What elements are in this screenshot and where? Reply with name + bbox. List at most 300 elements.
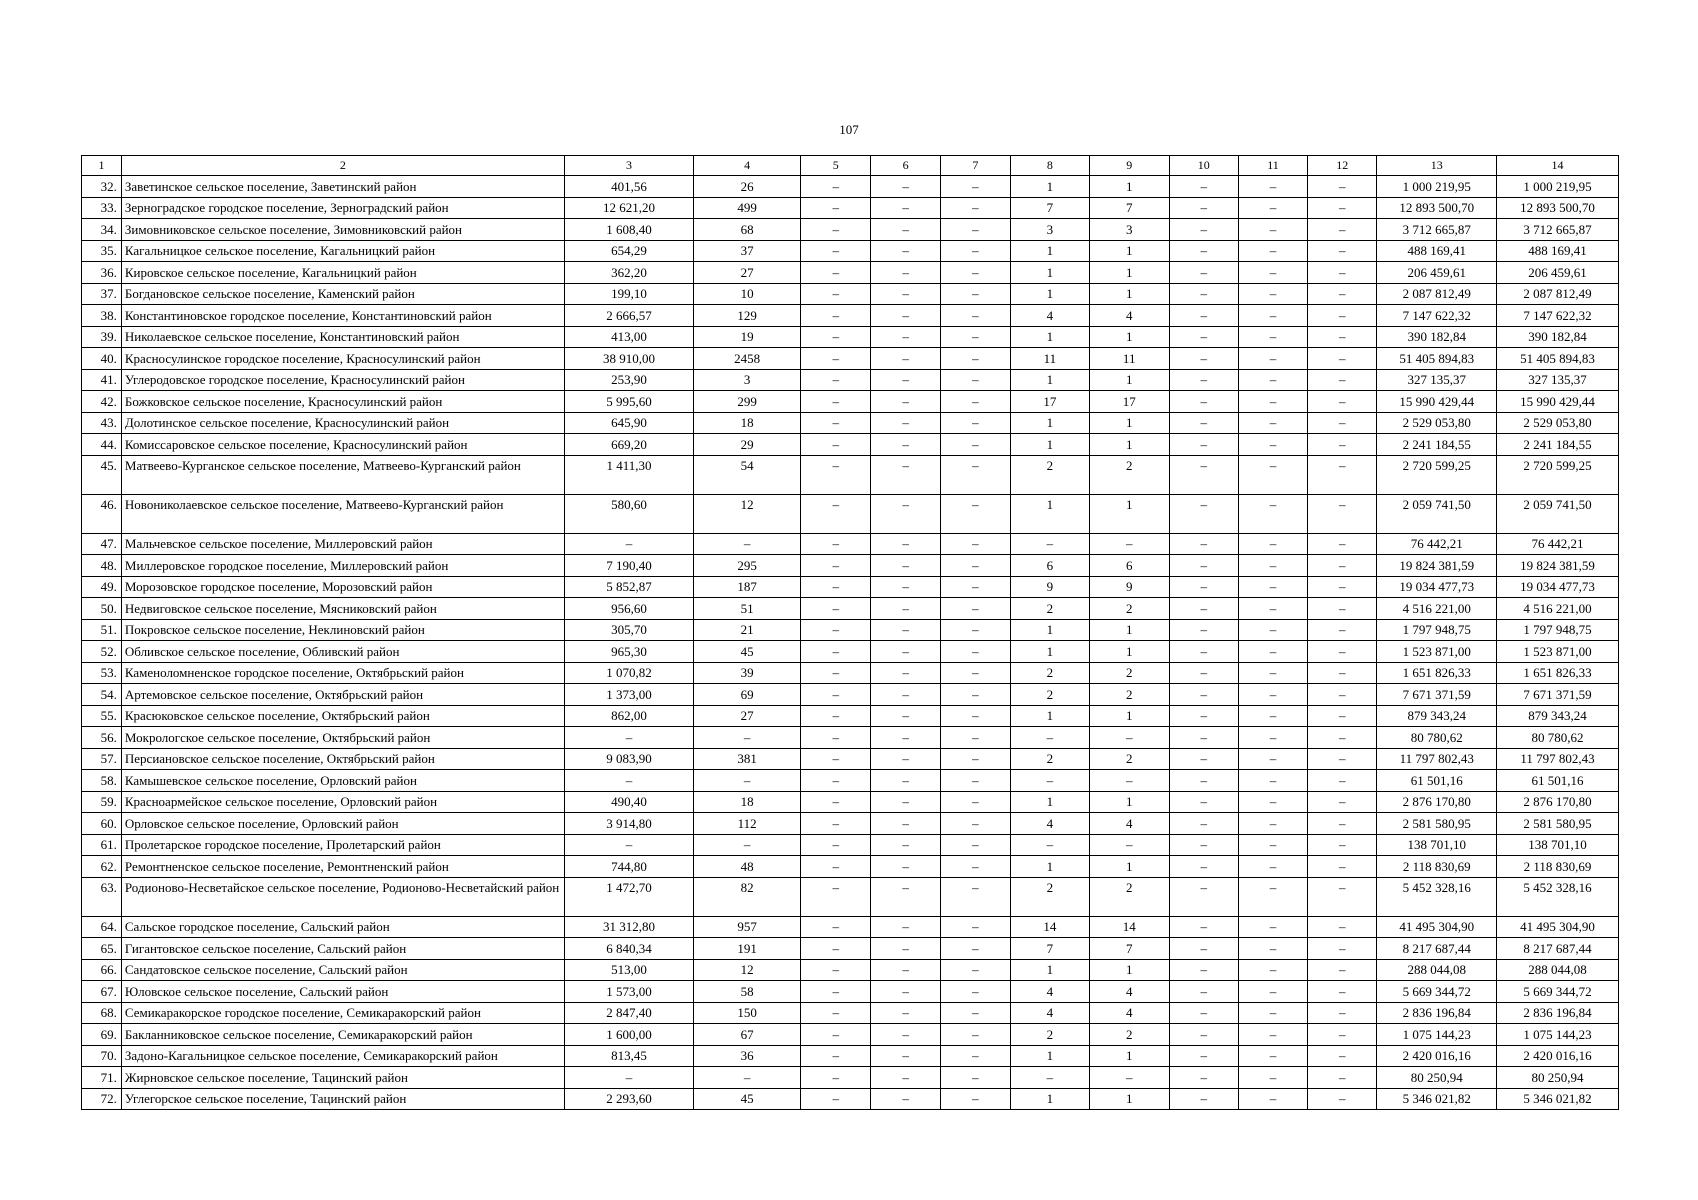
- cell-col-9: 1: [1089, 641, 1169, 663]
- cell-col-3: 3 914,80: [564, 813, 693, 835]
- cell-col-6: –: [871, 262, 940, 284]
- cell-col-4: 21: [694, 619, 801, 641]
- cell-col-12: –: [1308, 576, 1377, 598]
- cell-col-7: –: [940, 240, 1010, 262]
- cell-col-12: –: [1308, 176, 1377, 198]
- cell-col-9: 1: [1089, 240, 1169, 262]
- cell-col-3: 5 995,60: [564, 391, 693, 413]
- cell-col-13: 488 169,41: [1377, 240, 1497, 262]
- cell-col-9: 1: [1089, 705, 1169, 727]
- cell-col-6: –: [871, 856, 940, 878]
- cell-col-13: 3 712 665,87: [1377, 219, 1497, 241]
- cell-col-9: –: [1089, 770, 1169, 792]
- row-number: 49.: [82, 576, 122, 598]
- cell-col-8: 2: [1011, 662, 1090, 684]
- cell-col-11: –: [1238, 197, 1307, 219]
- cell-col-13: 41 495 304,90: [1377, 916, 1497, 938]
- settlement-name: Пролетарское городское поселение, Пролетарский район: [121, 834, 564, 856]
- cell-col-4: 19: [694, 326, 801, 348]
- settlement-name: Божковское сельское поселение, Красносулинский район: [121, 391, 564, 413]
- column-header-9: 9: [1089, 156, 1169, 176]
- cell-col-6: –: [871, 938, 940, 960]
- cell-col-4: –: [694, 1067, 801, 1089]
- cell-col-4: 12: [694, 494, 801, 533]
- cell-col-12: –: [1308, 856, 1377, 878]
- settlement-name: Комиссаровское сельское поселение, Красносулинский район: [121, 434, 564, 456]
- column-header-6: 6: [871, 156, 940, 176]
- settlement-name: Покровское сельское поселение, Неклиновский район: [121, 619, 564, 641]
- cell-col-13: 879 343,24: [1377, 705, 1497, 727]
- cell-col-11: –: [1238, 619, 1307, 641]
- cell-col-10: –: [1169, 219, 1238, 241]
- table-row: [82, 494, 1619, 533]
- cell-col-4: 299: [694, 391, 801, 413]
- cell-col-14: 1 797 948,75: [1497, 619, 1619, 641]
- cell-col-11: –: [1238, 348, 1307, 370]
- cell-col-3: 813,45: [564, 1045, 693, 1067]
- row-number: 39.: [82, 326, 122, 348]
- cell-col-11: –: [1238, 684, 1307, 706]
- cell-col-5: –: [801, 533, 871, 555]
- table-row: [82, 705, 1619, 727]
- cell-col-12: –: [1308, 240, 1377, 262]
- cell-col-12: –: [1308, 705, 1377, 727]
- cell-col-10: –: [1169, 455, 1238, 494]
- cell-col-13: 2 059 741,50: [1377, 494, 1497, 533]
- cell-col-11: –: [1238, 834, 1307, 856]
- cell-col-14: 2 581 580,95: [1497, 813, 1619, 835]
- cell-col-13: 8 217 687,44: [1377, 938, 1497, 960]
- row-number: 70.: [82, 1045, 122, 1067]
- cell-col-9: 1: [1089, 494, 1169, 533]
- cell-col-5: –: [801, 1002, 871, 1024]
- cell-col-8: 1: [1011, 283, 1090, 305]
- cell-col-4: 69: [694, 684, 801, 706]
- cell-col-10: –: [1169, 576, 1238, 598]
- settlement-name: Сандатовское сельское поселение, Сальский район: [121, 959, 564, 981]
- cell-col-3: 413,00: [564, 326, 693, 348]
- cell-col-3: 1 472,70: [564, 877, 693, 916]
- settlement-name: Константиновское городское поселение, Константиновский район: [121, 305, 564, 327]
- cell-col-6: –: [871, 813, 940, 835]
- cell-col-7: –: [940, 684, 1010, 706]
- cell-col-7: –: [940, 705, 1010, 727]
- settlement-name: Кировское сельское поселение, Кагальницкий район: [121, 262, 564, 284]
- row-number: 42.: [82, 391, 122, 413]
- cell-col-3: 1 373,00: [564, 684, 693, 706]
- settlement-name: Новониколаевское сельское поселение, Матвеево-Курганский район: [121, 494, 564, 533]
- table-row: [82, 305, 1619, 327]
- cell-col-8: 1: [1011, 1045, 1090, 1067]
- cell-col-3: 31 312,80: [564, 916, 693, 938]
- cell-col-7: –: [940, 494, 1010, 533]
- cell-col-7: –: [940, 533, 1010, 555]
- settlement-name: Жирновское сельское поселение, Тацинский район: [121, 1067, 564, 1089]
- cell-col-10: –: [1169, 176, 1238, 198]
- cell-col-8: 7: [1011, 938, 1090, 960]
- cell-col-12: –: [1308, 916, 1377, 938]
- table-row: [82, 197, 1619, 219]
- cell-col-3: –: [564, 727, 693, 749]
- cell-col-11: –: [1238, 494, 1307, 533]
- cell-col-10: –: [1169, 641, 1238, 663]
- cell-col-11: –: [1238, 662, 1307, 684]
- cell-col-10: –: [1169, 494, 1238, 533]
- row-number: 56.: [82, 727, 122, 749]
- cell-col-14: 3 712 665,87: [1497, 219, 1619, 241]
- cell-col-8: 1: [1011, 369, 1090, 391]
- cell-col-11: –: [1238, 916, 1307, 938]
- cell-col-6: –: [871, 662, 940, 684]
- cell-col-8: 1: [1011, 791, 1090, 813]
- row-number: 54.: [82, 684, 122, 706]
- cell-col-3: 7 190,40: [564, 555, 693, 577]
- cell-col-5: –: [801, 412, 871, 434]
- cell-col-11: –: [1238, 369, 1307, 391]
- cell-col-10: –: [1169, 684, 1238, 706]
- settlement-name: Мокрологское сельское поселение, Октябрьский район: [121, 727, 564, 749]
- row-number: 38.: [82, 305, 122, 327]
- cell-col-10: –: [1169, 981, 1238, 1003]
- cell-col-4: 54: [694, 455, 801, 494]
- cell-col-4: 26: [694, 176, 801, 198]
- cell-col-4: –: [694, 770, 801, 792]
- settlement-name: Гигантовское сельское поселение, Сальский район: [121, 938, 564, 960]
- cell-col-4: 381: [694, 748, 801, 770]
- cell-col-14: 206 459,61: [1497, 262, 1619, 284]
- cell-col-4: 48: [694, 856, 801, 878]
- table-row: [82, 791, 1619, 813]
- cell-col-10: –: [1169, 305, 1238, 327]
- row-number: 48.: [82, 555, 122, 577]
- cell-col-7: –: [940, 1045, 1010, 1067]
- cell-col-6: –: [871, 176, 940, 198]
- cell-col-13: 61 501,16: [1377, 770, 1497, 792]
- table-row: [82, 727, 1619, 749]
- cell-col-6: –: [871, 619, 940, 641]
- cell-col-14: 15 990 429,44: [1497, 391, 1619, 413]
- cell-col-4: 82: [694, 877, 801, 916]
- cell-col-7: –: [940, 348, 1010, 370]
- cell-col-11: –: [1238, 305, 1307, 327]
- cell-col-12: –: [1308, 1067, 1377, 1089]
- cell-col-5: –: [801, 576, 871, 598]
- cell-col-14: 19 034 477,73: [1497, 576, 1619, 598]
- settlement-name: Задоно-Кагальницкое сельское поселение, Семикаракорский район: [121, 1045, 564, 1067]
- table-row: [82, 1002, 1619, 1024]
- cell-col-7: –: [940, 305, 1010, 327]
- cell-col-10: –: [1169, 1067, 1238, 1089]
- cell-col-14: 2 529 053,80: [1497, 412, 1619, 434]
- cell-col-14: 2 059 741,50: [1497, 494, 1619, 533]
- cell-col-5: –: [801, 348, 871, 370]
- cell-col-5: –: [801, 283, 871, 305]
- table-row: [82, 369, 1619, 391]
- cell-col-6: –: [871, 434, 940, 456]
- cell-col-13: 51 405 894,83: [1377, 348, 1497, 370]
- cell-col-11: –: [1238, 1024, 1307, 1046]
- settlement-name: Зимовниковское сельское поселение, Зимовниковский район: [121, 219, 564, 241]
- cell-col-13: 5 452 328,16: [1377, 877, 1497, 916]
- cell-col-13: 5 346 021,82: [1377, 1088, 1497, 1110]
- cell-col-13: 80 780,62: [1377, 727, 1497, 749]
- cell-col-7: –: [940, 412, 1010, 434]
- cell-col-3: 965,30: [564, 641, 693, 663]
- table-row: [82, 1045, 1619, 1067]
- table-row: [82, 598, 1619, 620]
- row-number: 68.: [82, 1002, 122, 1024]
- cell-col-4: –: [694, 727, 801, 749]
- cell-col-14: 7 671 371,59: [1497, 684, 1619, 706]
- cell-col-10: –: [1169, 705, 1238, 727]
- table-row: [82, 959, 1619, 981]
- cell-col-6: –: [871, 494, 940, 533]
- cell-col-10: –: [1169, 662, 1238, 684]
- cell-col-10: –: [1169, 959, 1238, 981]
- cell-col-13: 12 893 500,70: [1377, 197, 1497, 219]
- row-number: 71.: [82, 1067, 122, 1089]
- cell-col-9: 1: [1089, 791, 1169, 813]
- row-number: 58.: [82, 770, 122, 792]
- cell-col-7: –: [940, 981, 1010, 1003]
- cell-col-9: 1: [1089, 434, 1169, 456]
- row-number: 53.: [82, 662, 122, 684]
- cell-col-14: 327 135,37: [1497, 369, 1619, 391]
- cell-col-9: 4: [1089, 1002, 1169, 1024]
- cell-col-9: 14: [1089, 916, 1169, 938]
- cell-col-9: 2: [1089, 598, 1169, 620]
- cell-col-14: 80 250,94: [1497, 1067, 1619, 1089]
- cell-col-11: –: [1238, 748, 1307, 770]
- cell-col-12: –: [1308, 219, 1377, 241]
- cell-col-14: 2 420 016,16: [1497, 1045, 1619, 1067]
- cell-col-10: –: [1169, 533, 1238, 555]
- table-row: [82, 262, 1619, 284]
- cell-col-4: 45: [694, 641, 801, 663]
- cell-col-10: –: [1169, 877, 1238, 916]
- settlement-name: Ремонтненское сельское поселение, Ремонтненский район: [121, 856, 564, 878]
- cell-col-11: –: [1238, 856, 1307, 878]
- cell-col-10: –: [1169, 916, 1238, 938]
- column-header-11: 11: [1238, 156, 1307, 176]
- cell-col-10: –: [1169, 938, 1238, 960]
- cell-col-9: 7: [1089, 938, 1169, 960]
- cell-col-8: 6: [1011, 555, 1090, 577]
- cell-col-5: –: [801, 197, 871, 219]
- cell-col-6: –: [871, 326, 940, 348]
- cell-col-10: –: [1169, 834, 1238, 856]
- cell-col-4: 18: [694, 412, 801, 434]
- row-number: 46.: [82, 494, 122, 533]
- cell-col-3: 669,20: [564, 434, 693, 456]
- table-row: [82, 748, 1619, 770]
- row-number: 33.: [82, 197, 122, 219]
- cell-col-11: –: [1238, 959, 1307, 981]
- row-number: 69.: [82, 1024, 122, 1046]
- cell-col-5: –: [801, 326, 871, 348]
- cell-col-8: 2: [1011, 748, 1090, 770]
- cell-col-5: –: [801, 219, 871, 241]
- cell-col-14: 2 118 830,69: [1497, 856, 1619, 878]
- cell-col-12: –: [1308, 748, 1377, 770]
- cell-col-7: –: [940, 959, 1010, 981]
- table-row: [82, 412, 1619, 434]
- settlement-name: Орловское сельское поселение, Орловский район: [121, 813, 564, 835]
- settlement-name: Красюковское сельское поселение, Октябрьский район: [121, 705, 564, 727]
- cell-col-7: –: [940, 791, 1010, 813]
- cell-col-9: 2: [1089, 748, 1169, 770]
- cell-col-8: 2: [1011, 877, 1090, 916]
- cell-col-13: 7 147 622,32: [1377, 305, 1497, 327]
- settlement-name: Углеродовское городское поселение, Красносулинский район: [121, 369, 564, 391]
- cell-col-6: –: [871, 305, 940, 327]
- row-number: 44.: [82, 434, 122, 456]
- table-row: [82, 662, 1619, 684]
- cell-col-9: 1: [1089, 1088, 1169, 1110]
- cell-col-14: 5 346 021,82: [1497, 1088, 1619, 1110]
- cell-col-12: –: [1308, 684, 1377, 706]
- cell-col-10: –: [1169, 598, 1238, 620]
- cell-col-10: –: [1169, 326, 1238, 348]
- cell-col-7: –: [940, 283, 1010, 305]
- cell-col-6: –: [871, 455, 940, 494]
- cell-col-3: 5 852,87: [564, 576, 693, 598]
- cell-col-6: –: [871, 959, 940, 981]
- cell-col-5: –: [801, 369, 871, 391]
- cell-col-9: 1: [1089, 856, 1169, 878]
- cell-col-14: 5 669 344,72: [1497, 981, 1619, 1003]
- cell-col-12: –: [1308, 791, 1377, 813]
- cell-col-9: 1: [1089, 412, 1169, 434]
- cell-col-14: 2 241 184,55: [1497, 434, 1619, 456]
- cell-col-4: 129: [694, 305, 801, 327]
- cell-col-8: 1: [1011, 494, 1090, 533]
- cell-col-13: 327 135,37: [1377, 369, 1497, 391]
- cell-col-11: –: [1238, 641, 1307, 663]
- cell-col-7: –: [940, 197, 1010, 219]
- table-row: [82, 916, 1619, 938]
- settlement-name: Морозовское городское поселение, Морозовский район: [121, 576, 564, 598]
- table-row: [82, 770, 1619, 792]
- cell-col-9: 17: [1089, 391, 1169, 413]
- cell-col-5: –: [801, 555, 871, 577]
- cell-col-7: –: [940, 727, 1010, 749]
- row-number: 55.: [82, 705, 122, 727]
- cell-col-9: 4: [1089, 813, 1169, 835]
- cell-col-11: –: [1238, 576, 1307, 598]
- cell-col-14: 2 087 812,49: [1497, 283, 1619, 305]
- cell-col-9: –: [1089, 727, 1169, 749]
- settlement-name: Углегорское сельское поселение, Тацинский район: [121, 1088, 564, 1110]
- cell-col-14: 1 075 144,23: [1497, 1024, 1619, 1046]
- cell-col-3: 956,60: [564, 598, 693, 620]
- cell-col-9: 2: [1089, 455, 1169, 494]
- cell-col-7: –: [940, 555, 1010, 577]
- cell-col-3: 199,10: [564, 283, 693, 305]
- cell-col-11: –: [1238, 770, 1307, 792]
- row-number: 45.: [82, 455, 122, 494]
- cell-col-7: –: [940, 662, 1010, 684]
- cell-col-6: –: [871, 219, 940, 241]
- cell-col-4: 2458: [694, 348, 801, 370]
- cell-col-9: 2: [1089, 684, 1169, 706]
- cell-col-12: –: [1308, 770, 1377, 792]
- cell-col-11: –: [1238, 434, 1307, 456]
- cell-col-8: –: [1011, 533, 1090, 555]
- cell-col-5: –: [801, 240, 871, 262]
- cell-col-12: –: [1308, 326, 1377, 348]
- cell-col-10: –: [1169, 1024, 1238, 1046]
- cell-col-9: 1: [1089, 262, 1169, 284]
- cell-col-5: –: [801, 834, 871, 856]
- settlement-name: Бакланниковское сельское поселение, Семикаракорский район: [121, 1024, 564, 1046]
- cell-col-11: –: [1238, 240, 1307, 262]
- table-row: [82, 938, 1619, 960]
- cell-col-8: 14: [1011, 916, 1090, 938]
- cell-col-12: –: [1308, 455, 1377, 494]
- cell-col-4: 67: [694, 1024, 801, 1046]
- table-row: [82, 219, 1619, 241]
- cell-col-14: 288 044,08: [1497, 959, 1619, 981]
- cell-col-8: 9: [1011, 576, 1090, 598]
- cell-col-8: 4: [1011, 981, 1090, 1003]
- column-header-1: 1: [82, 156, 122, 176]
- row-number: 43.: [82, 412, 122, 434]
- settlement-name: Кагальницкое сельское поселение, Кагальницкий район: [121, 240, 564, 262]
- cell-col-7: –: [940, 770, 1010, 792]
- cell-col-6: –: [871, 916, 940, 938]
- cell-col-10: –: [1169, 369, 1238, 391]
- cell-col-3: 862,00: [564, 705, 693, 727]
- cell-col-8: 1: [1011, 434, 1090, 456]
- cell-col-5: –: [801, 705, 871, 727]
- table-row: [82, 434, 1619, 456]
- cell-col-5: –: [801, 494, 871, 533]
- cell-col-7: –: [940, 391, 1010, 413]
- cell-col-7: –: [940, 1067, 1010, 1089]
- cell-col-11: –: [1238, 176, 1307, 198]
- cell-col-3: 9 083,90: [564, 748, 693, 770]
- cell-col-7: –: [940, 326, 1010, 348]
- cell-col-7: –: [940, 938, 1010, 960]
- cell-col-3: –: [564, 770, 693, 792]
- cell-col-11: –: [1238, 455, 1307, 494]
- cell-col-3: 654,29: [564, 240, 693, 262]
- cell-col-9: 2: [1089, 1024, 1169, 1046]
- cell-col-5: –: [801, 791, 871, 813]
- row-number: 50.: [82, 598, 122, 620]
- table-row: [82, 576, 1619, 598]
- cell-col-3: 2 666,57: [564, 305, 693, 327]
- cell-col-13: 1 000 219,95: [1377, 176, 1497, 198]
- cell-col-9: 1: [1089, 619, 1169, 641]
- cell-col-7: –: [940, 834, 1010, 856]
- cell-col-5: –: [801, 981, 871, 1003]
- cell-col-9: 2: [1089, 877, 1169, 916]
- cell-col-6: –: [871, 533, 940, 555]
- cell-col-10: –: [1169, 1002, 1238, 1024]
- cell-col-8: 1: [1011, 326, 1090, 348]
- cell-col-4: 295: [694, 555, 801, 577]
- cell-col-14: 41 495 304,90: [1497, 916, 1619, 938]
- column-header-7: 7: [940, 156, 1010, 176]
- cell-col-4: 68: [694, 219, 801, 241]
- row-number: 63.: [82, 877, 122, 916]
- cell-col-7: –: [940, 619, 1010, 641]
- cell-col-13: 2 529 053,80: [1377, 412, 1497, 434]
- settlement-name: Красноармейское сельское поселение, Орловский район: [121, 791, 564, 813]
- column-header-3: 3: [564, 156, 693, 176]
